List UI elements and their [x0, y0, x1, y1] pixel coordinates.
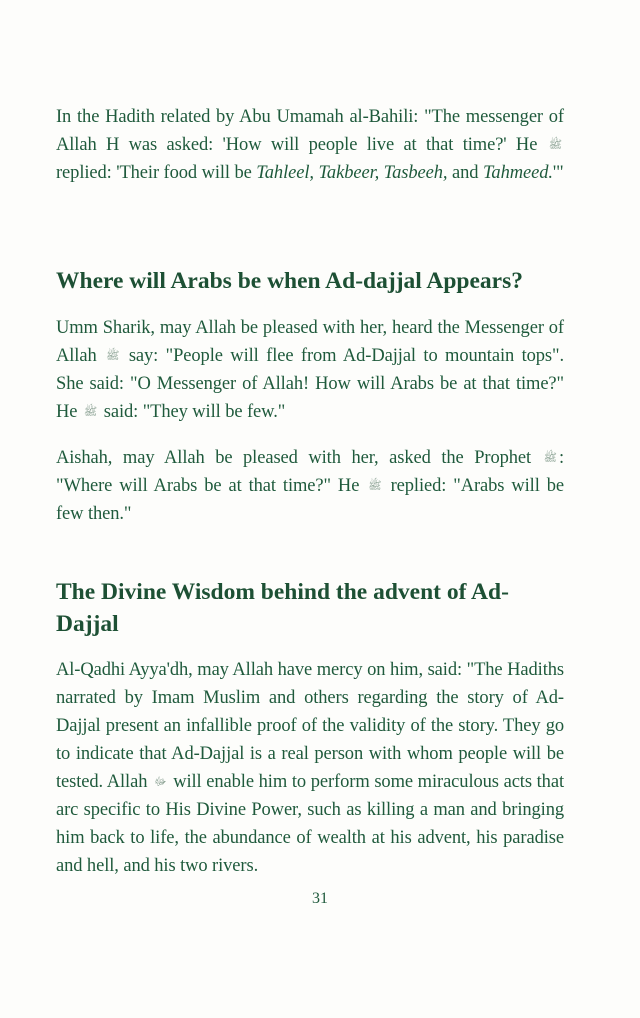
p1-text-d: '": [552, 163, 564, 183]
p1-italic-2: Tahmeed.: [482, 163, 553, 183]
paragraph-umm-sharik: [56, 314, 564, 426]
p1-text-c: and: [451, 163, 479, 183]
section-heading-divine-wisdom: The Divine Wisdom behind the advent of Ad-Dajjal: [56, 579, 509, 637]
p2-text-b: say: "People will flee from Ad-Dajjal to mountain tops". She said: "O Messenger of Allah! How will Arabs be at that time?" He: [56, 346, 564, 422]
p2-text-a: Umm Sharik, may Allah be pleased with her, heard the Messenger of Allah: [56, 318, 564, 366]
salutation-glyph: ﷺ: [368, 480, 382, 492]
p2-text-c: said: "They will be few.": [103, 402, 286, 422]
salutation-glyph: ﷺ: [106, 350, 120, 362]
p1-italic: Tahleel, Takbeer, Tasbeeh,: [256, 163, 448, 183]
p1-text-a: In the Hadith related by Abu Umamah al-Bahili: "The messenger of Allah H was asked: 'How will people live at that time?' He: [56, 107, 564, 155]
p4-text-b: will enable him to perform some miraculous acts that arc specific to His Divine Power, such as killing a man and bringing him back to life, the abundance of wealth at his advent, his paradise and hell, and his two rivers.: [56, 772, 564, 876]
salutation-glyph: ﷺ: [543, 452, 557, 464]
p3-text-b: : "Where will Arabs be at that time?" He: [56, 448, 564, 496]
p1-text-b: replied: 'Their food will be: [56, 163, 252, 183]
section-heading-arabs: Where will Arabs be when Ad-dajjal Appears?: [56, 268, 523, 294]
p3-text-c: replied: "Arabs will be few then.": [56, 476, 564, 524]
paragraph-aishah: [56, 444, 564, 528]
p4-text-a: Al-Qadhi Ayya'dh, may Allah have mercy on him, said: "The Hadiths narrated by Imam Muslim and others regarding the story of Ad-Dajjal present an infallible proof of the validity of the story. They go to indicate that Ad-Dajjal is a real person with whom people will be tested. Allah: [56, 660, 564, 792]
glorification-glyph: ﷻ: [154, 776, 167, 788]
salutation-glyph: ﷺ: [83, 406, 98, 418]
paragraph-qadhi-ayyadh: [56, 656, 564, 880]
salutation-glyph: ﷺ: [548, 139, 562, 151]
page-number: 31: [312, 890, 328, 907]
p3-text-a: Aishah, may Allah be pleased with her, asked the Prophet: [56, 448, 532, 468]
paragraph-hadith-abu-umamah: [56, 103, 564, 187]
